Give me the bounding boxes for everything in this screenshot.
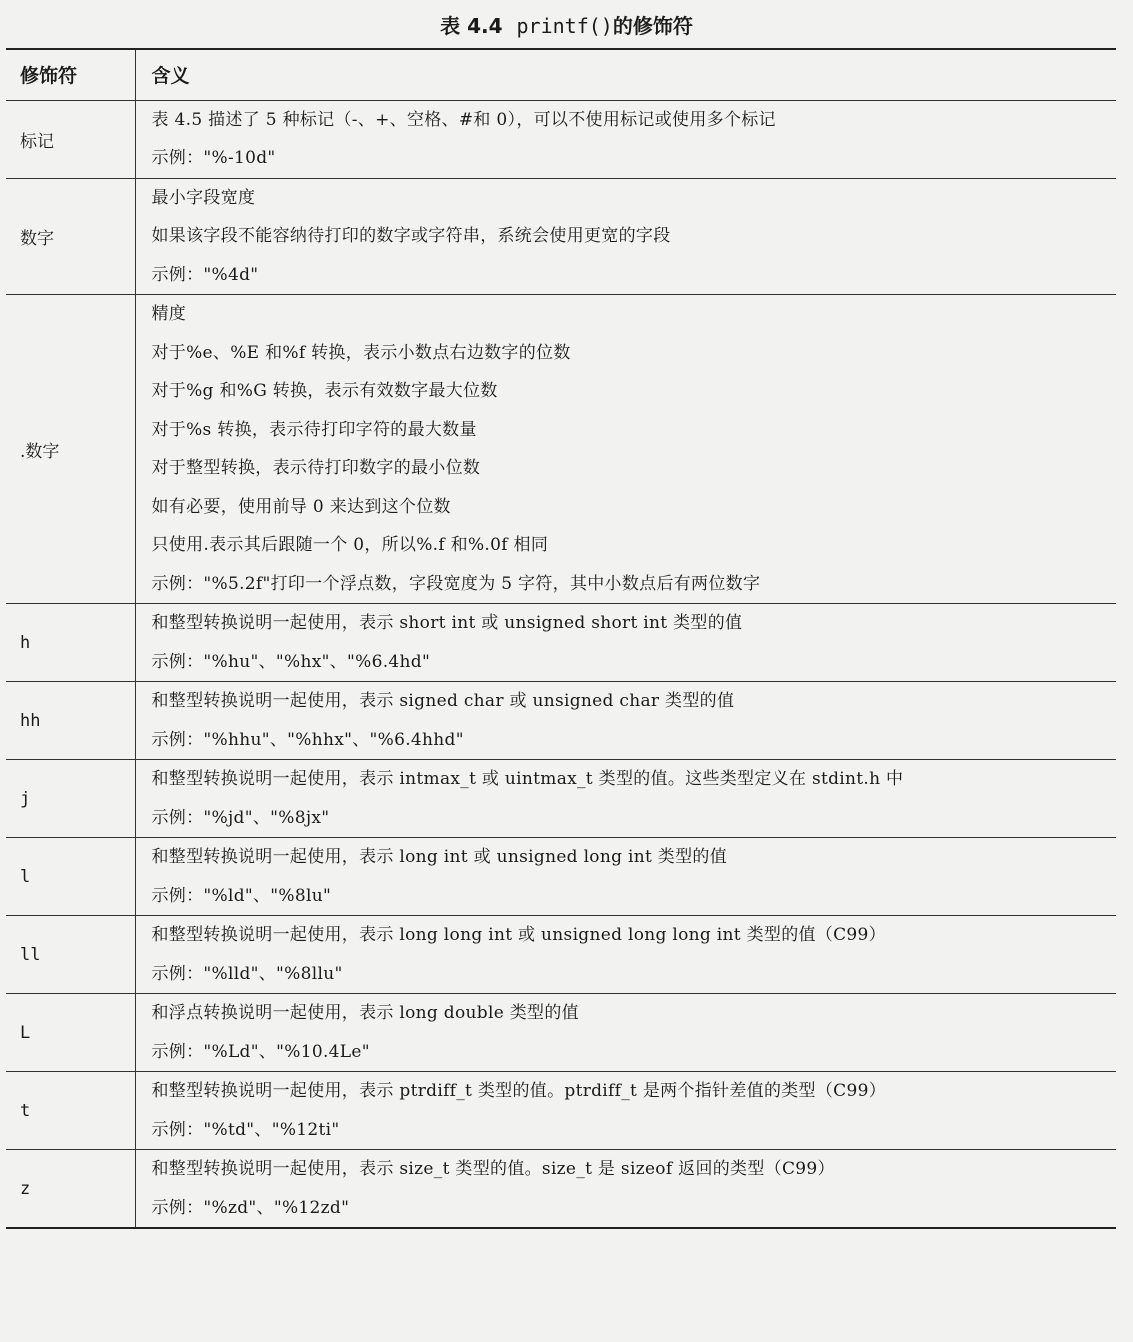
modifier-cell: j (6, 760, 135, 838)
table-row (6, 994, 1116, 1072)
table-row (6, 838, 1116, 916)
table-row (6, 604, 1116, 682)
header-meaning: 含义 (135, 49, 1116, 100)
meaning-line: 如有必要，使用前导 0 来达到这个位数 (151, 496, 451, 517)
meaning-line: 和整型转换说明一起使用，表示 intmax_t 或 uintmax_t 类型的值。这些类型定义在 stdint.h 中 (151, 769, 904, 789)
table-row (6, 100, 1116, 178)
modifier-cell: t (6, 1072, 135, 1150)
meaning-line: 示例："%-10d" (151, 148, 276, 168)
modifier-cell: L (6, 994, 135, 1072)
meaning-line: 对于%g 和%G 转换，表示有效数字最大位数 (151, 381, 498, 401)
modifier-cell: 数字 (6, 178, 135, 295)
table-row (6, 1150, 1116, 1229)
table-row (6, 916, 1116, 994)
meaning-line: 对于%s 转换，表示待打印字符的最大数量 (151, 419, 477, 440)
table-row (6, 1072, 1116, 1150)
table-row (6, 760, 1116, 838)
meaning-cell (135, 100, 1116, 178)
meaning-line: 最小字段宽度 (151, 187, 256, 208)
meaning-cell (135, 295, 1116, 604)
meaning-cell (135, 604, 1116, 682)
meaning-line: 和浮点转换说明一起使用，表示 long double 类型的值 (151, 1003, 579, 1023)
header-modifier: 修饰符 (6, 49, 135, 100)
meaning-line: 和整型转换说明一起使用，表示 long long int 或 unsigned long long int 类型的值（C99） (151, 925, 886, 945)
meaning-line: 示例："%hu"、"%hx"、"%6.4hd" (151, 651, 431, 672)
meaning-line: 示例："%td"、"%12ti" (151, 1119, 340, 1140)
modifier-table (6, 48, 1116, 1229)
table-row (6, 178, 1116, 295)
meaning-line: 示例："%zd"、"%12zd" (151, 1197, 350, 1218)
modifier-cell: ll (6, 916, 135, 994)
modifier-cell: h (6, 604, 135, 682)
modifier-cell: 标记 (6, 100, 135, 178)
meaning-line: 对于整型转换，表示待打印数字的最小位数 (151, 458, 481, 478)
caption-prefix: 表 4.4 (440, 14, 503, 38)
meaning-line: 示例："%ld"、"%8lu" (151, 885, 332, 906)
meaning-cell (135, 994, 1116, 1072)
meaning-cell (135, 838, 1116, 916)
header-row (6, 49, 1116, 100)
table-row (6, 682, 1116, 760)
table-row (6, 295, 1116, 604)
meaning-line: 示例："%Ld"、"%10.4Le" (151, 1041, 370, 1062)
caption-code: printf() (516, 14, 613, 38)
meaning-cell (135, 1072, 1116, 1150)
meaning-line: 示例："%4d" (151, 264, 259, 285)
meaning-line: 只使用.表示其后跟随一个 0，所以%.f 和%.0f 相同 (151, 535, 549, 555)
table-caption (0, 10, 1133, 39)
meaning-cell (135, 1150, 1116, 1229)
meaning-line: 表 4.5 描述了 5 种标记（-、+、空格、#和 0），可以不使用标记或使用多个标记 (151, 109, 776, 130)
meaning-line: 示例："%5.2f"打印一个浮点数，字段宽度为 5 字符，其中小数点后有两位数字 (151, 573, 761, 594)
meaning-line: 对于%e、%E 和%f 转换，表示小数点右边数字的位数 (151, 342, 571, 363)
meaning-cell (135, 760, 1116, 838)
modifier-cell: .数字 (6, 295, 135, 604)
meaning-line: 示例："%jd"、"%8jx" (151, 807, 330, 828)
meaning-line: 示例："%lld"、"%8llu" (151, 963, 343, 984)
meaning-line: 精度 (151, 304, 187, 324)
meaning-line: 和整型转换说明一起使用，表示 ptrdiff_t 类型的值。ptrdiff_t 是两个指针差值的类型（C99） (151, 1081, 886, 1101)
table-body (6, 100, 1116, 1228)
meaning-line: 和整型转换说明一起使用，表示 signed char 或 unsigned char 类型的值 (151, 691, 735, 711)
meaning-cell (135, 916, 1116, 994)
meaning-line: 示例："%hhu"、"%hhx"、"%6.4hhd" (151, 729, 464, 750)
modifier-cell: l (6, 838, 135, 916)
meaning-cell (135, 178, 1116, 295)
meaning-line: 和整型转换说明一起使用，表示 short int 或 unsigned short int 类型的值 (151, 613, 743, 633)
meaning-line: 和整型转换说明一起使用，表示 long int 或 unsigned long int 类型的值 (151, 847, 727, 867)
modifier-cell: z (6, 1150, 135, 1229)
meaning-cell (135, 682, 1116, 760)
meaning-line: 如果该字段不能容纳待打印的数字或字符串，系统会使用更宽的字段 (151, 226, 671, 246)
modifier-cell: hh (6, 682, 135, 760)
caption-suffix: 的修饰符 (612, 14, 693, 38)
meaning-line: 和整型转换说明一起使用，表示 size_t 类型的值。size_t 是 sizeof 返回的类型（C99） (151, 1159, 835, 1179)
